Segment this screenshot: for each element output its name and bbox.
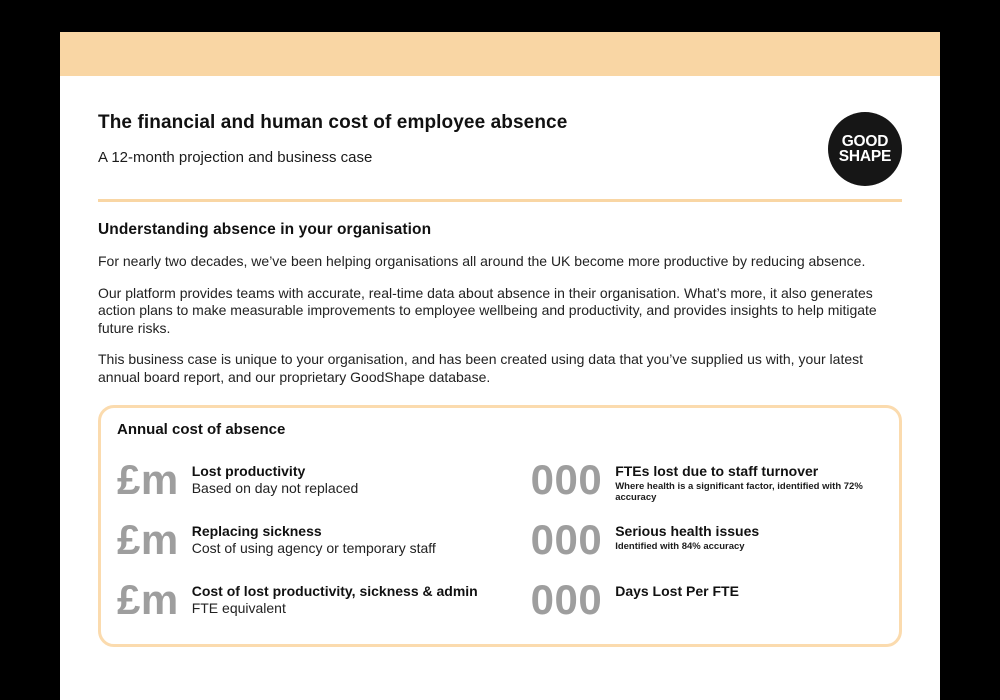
cost-item-label: Days Lost Per FTE xyxy=(615,583,739,599)
cost-item-sublabel: Cost of using agency or temporary staff xyxy=(191,540,436,556)
cost-item-replacing-sickness xyxy=(117,516,531,565)
divider-rule xyxy=(98,199,902,202)
paragraph-3: This business case is unique to your organisation, and has been created using data that you’ve supplied us with, your latest annual board report, and our proprietary GoodShape database. xyxy=(98,351,864,385)
title-row xyxy=(98,76,902,186)
logo-line2: SHAPE xyxy=(838,148,892,165)
cost-item-label: Cost of lost productivity, sickness & admin xyxy=(191,583,478,599)
pound-m-value: £m xyxy=(117,456,179,503)
title-block xyxy=(98,112,567,166)
logo-line1: GOOD xyxy=(841,133,889,150)
paragraph-2: Our platform provides teams with accurate, real-time data about absence in their organisation. What’s more, it also generates action plans to make measurable improvements to employee wellbeing and productivity, and provides insights to help mitigate future risks. xyxy=(98,284,877,336)
cost-item-lost-productivity xyxy=(117,456,531,505)
header-band xyxy=(60,32,940,76)
cost-item-sublabel: FTE equivalent xyxy=(191,600,286,616)
triple-zero-value: 000 xyxy=(530,516,603,563)
page-subtitle: A 12-month projection and business case xyxy=(98,149,373,166)
cost-item-sublabel: Based on day not replaced xyxy=(191,480,359,496)
page-content xyxy=(60,76,940,647)
cost-item-serious-health xyxy=(530,516,883,565)
page-title: The financial and human cost of employee absence xyxy=(98,112,568,133)
cost-item-sublabel: Identified with 84% accuracy xyxy=(615,541,745,552)
pound-m-value: £m xyxy=(117,516,179,563)
cost-item-label: FTEs lost due to staff turnover xyxy=(615,463,819,479)
goodshape-logo xyxy=(828,112,902,186)
section-heading: Understanding absence in your organisation xyxy=(98,221,432,238)
cost-box-heading: Annual cost of absence xyxy=(117,421,286,438)
document-page xyxy=(60,32,940,700)
pound-m-value: £m xyxy=(117,576,179,623)
cost-item-sublabel: Where health is a significant factor, identified with 72% accuracy xyxy=(615,481,863,503)
annual-cost-box xyxy=(98,405,902,647)
cost-item-label: Replacing sickness xyxy=(191,523,322,539)
paragraph-1: For nearly two decades, we’ve been helping organisations all around the UK become more productive by reducing absence. xyxy=(98,253,866,269)
cost-item-label: Lost productivity xyxy=(191,463,306,479)
cost-item-total-cost xyxy=(117,576,531,625)
triple-zero-value: 000 xyxy=(530,576,603,623)
cost-grid xyxy=(117,456,883,640)
cost-item-label: Serious health issues xyxy=(615,523,760,539)
cost-item-days-lost xyxy=(530,576,883,625)
triple-zero-value: 000 xyxy=(530,456,603,503)
cost-item-ftes-lost xyxy=(530,456,883,505)
